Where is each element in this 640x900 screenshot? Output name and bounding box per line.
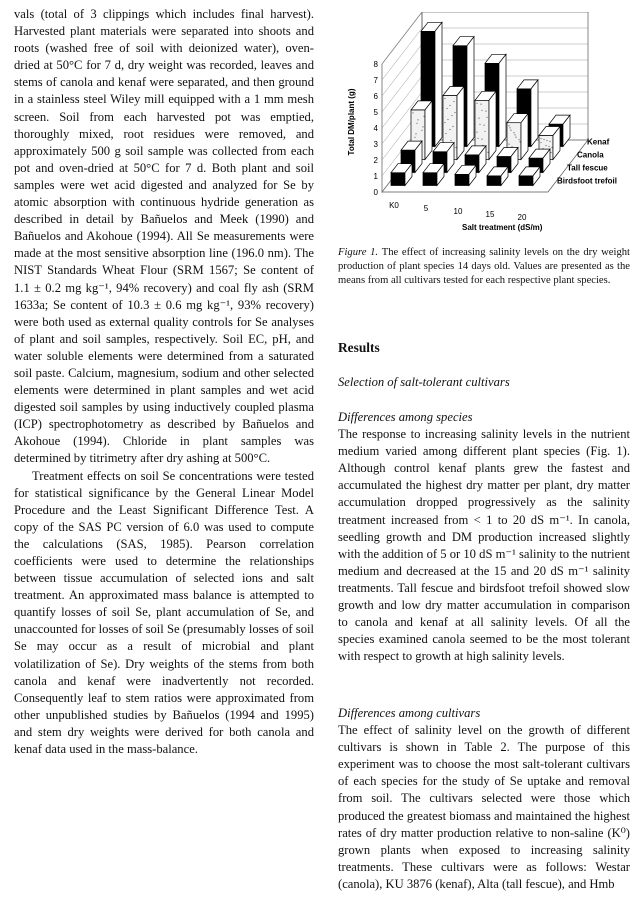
bar-stipple: [486, 117, 487, 118]
bar-stipple: [546, 140, 547, 141]
bar-stipple: [511, 146, 512, 147]
bar-stipple: [449, 105, 450, 106]
series-label: Canola: [577, 150, 604, 160]
bar-front: [487, 176, 501, 186]
bar-stipple: [412, 112, 413, 113]
series-label: Tall fescue: [567, 163, 608, 173]
bar-stipple: [417, 119, 418, 120]
bar-stipple: [415, 133, 416, 134]
x-axis-label: Salt treatment (dS/m): [462, 223, 543, 232]
bar-front: [455, 174, 469, 185]
series-label: Birdsfoot trefoil: [557, 176, 617, 186]
bar-stipple: [515, 137, 516, 138]
bar-stipple: [423, 116, 424, 117]
selection-subheading-block: [338, 374, 630, 391]
x-tick-label: 15: [485, 210, 495, 219]
bar-stipple: [453, 101, 454, 102]
bar-stipple: [484, 131, 485, 132]
bar-stipple: [487, 152, 488, 153]
species-paragraph: The response to increasing salinity levels in the nutrient medium varied among different plant species (Fig. 1). Although control kenaf plants grew the fastest and accumulated the highest dry matter per plant, dry matter accumulation dropped progressively as the salinity treatment increased from < 1 to 20 dS m⁻¹. In canola, seedling growth and DM production increased slightly with the addition of 5 or 10 dS m⁻¹ salinity to the nutrient medium and decreased at the 15 and 20 dS m⁻¹ salinity treatments. Tall fescue and birdsfoot trefoil showed slow growth and low dry matter accumulation in comparison to canola and kenaf at all salinity levels. Of all the species examined canola seemed to be the most tolerant with respect to growth at high salinity levels.: [338, 427, 630, 664]
bar-stipple: [446, 108, 447, 109]
bar-stipple: [480, 104, 481, 105]
bar-stipple: [483, 125, 484, 126]
gridline-side: [382, 28, 422, 80]
bar-stipple: [447, 119, 448, 120]
y-tick-label: 2: [373, 156, 378, 165]
bar-stipple: [540, 138, 541, 139]
bar-stipple: [421, 130, 422, 131]
gridline-side: [382, 44, 422, 96]
x-tick-label: K0: [389, 201, 399, 210]
bar-stipple: [481, 139, 482, 140]
y-tick-label: 7: [373, 76, 378, 85]
bar-stipple: [540, 142, 541, 143]
species-subheading: Differences among species: [338, 410, 473, 424]
y-axis-label: Total DM/plant (g): [347, 88, 356, 156]
bar-stipple: [477, 138, 478, 139]
series-label: Kenaf: [587, 137, 610, 147]
bar-side: [531, 80, 538, 147]
gridline-side: [382, 12, 422, 64]
bar-stipple: [549, 141, 550, 142]
y-tick-label: 8: [373, 60, 378, 69]
bar-stipple: [518, 139, 519, 140]
y-tick-label: 4: [373, 124, 378, 133]
bar-stipple: [510, 130, 511, 131]
bar-stipple: [513, 132, 514, 133]
cultivars-paragraph: The effect of salinity level on the growth of different cultivars is shown in Table 2. The purpose of this experiment was to choose the most salt-tolerant cultivars of each species for the study of Se uptake and removal from soil. The cultivars selected were those which produced the greatest biomass and maintained the highest rates of dry matter production relative to non-saline (K⁰) grown plants when exposed to increasing salinity treatments. These cultivars were as follows: Westar (canola), KU 3876 (kenaf), Alta (tall fescue), and Hmb: [338, 723, 630, 891]
y-tick-label: 5: [373, 108, 378, 117]
bar-stipple: [444, 98, 445, 99]
results-heading: Results: [338, 340, 380, 355]
bar-stipple: [452, 126, 453, 127]
bar-stipple: [444, 122, 445, 123]
bar-stipple: [450, 140, 451, 141]
bar-stipple: [416, 123, 417, 124]
bar-stipple: [478, 118, 479, 119]
bar-stipple: [481, 110, 482, 111]
bar-stipple: [509, 127, 510, 128]
y-tick-label: 6: [373, 92, 378, 101]
bar-stipple: [508, 125, 509, 126]
methods-paragraph: vals (total of 3 clippings which includes final harvest). Harvested plant materials were separated into shoots and roots (washed free of soil with deionized water), oven-dried at 50°C for 7 d, dry weight was recorded, leaves and stems of canola and kenaf were separated, and then ground in a stainless steel Wiley mill equipped with a 1 mm mesh screen. Soil from each harvested pot was emptied, thoroughly mixed, root residues were removed, and approximately 500 g soil sample was collected from each pot and oven-dried at 50°C for 7 d. Both plant and soil samples were wet acid digested and analyzed for Se by atomic absorption with continuous hydride generation as described in detail by Bañuelos and Meek (1990) and Bañuelos and Akohoue (1994). All Se measurements were made at the most sensitive absorption line (196.0 nm). The NIST Standards Wheat Flour (SRM 1567; Se content of 1.1 ± 0.2 mg kg⁻¹, 94% recovery) and coal fly ash (SRM 1633a; Se content of 10.3 ± 0.6 mg kg⁻¹, 93% recovery) were both used as external quality controls for Se analyses of plant and soil samples, respectively. Soil EC, pH, and water soluble elements were determined from a saturated soil paste. Calcium, magnesium, sodium and other selected elements were determined in plant samples and wet acid digested soil samples by using inductively coupled plasma (ICP) spectrophotometry as described by Bañuelos and Akohoue (1994). Chloride in plant samples was determined by titrimetry after dry ashing at 500°C.: [14, 7, 314, 466]
species-section: [338, 409, 630, 665]
bar-stipple: [550, 152, 551, 153]
bar-stipple: [422, 126, 423, 127]
bar-stipple: [445, 133, 446, 134]
y-tick-label: 3: [373, 140, 378, 149]
figure-caption-text: The effect of increasing salinity levels on the dry weight production of plant species 14 days old. Values are presented as the means from all cultivars tested for each respective plant species.: [338, 247, 630, 287]
bar-front: [519, 176, 533, 186]
bar-stipple: [508, 144, 509, 145]
bar-stipple: [551, 147, 552, 148]
y-tick-label: 1: [373, 172, 378, 181]
bar-stipple: [454, 112, 455, 113]
bar-side: [425, 101, 432, 160]
bar-stipple: [479, 124, 480, 125]
cultivars-section: [338, 705, 630, 893]
bar-stipple: [449, 129, 450, 130]
bar-stipple: [455, 147, 456, 148]
cultivars-subheading: Differences among cultivars: [338, 706, 481, 720]
x-tick-label: 5: [423, 204, 429, 213]
bar-side: [457, 87, 464, 160]
figure-1-chart: [338, 12, 630, 240]
bar-stipple: [485, 111, 486, 112]
selection-subheading: Selection of salt-tolerant cultivars: [338, 375, 510, 389]
bar-stipple: [519, 141, 520, 142]
bar-stipple: [543, 139, 544, 140]
statistics-paragraph: Treatment effects on soil Se concentrations were tested for statistical significance by the General Linear Model Procedure and the Least Significant Difference Test. A copy of the SAS PC version of 6.0 was used to compute the calculations (SAS, 1985). Pearson correlation coefficients were used to determine the relationships between tissue accumulation of selected ions and salt treatment. An approximated mass balance is attempted to quantify losses of soil Se, plant accumulation of Se, and unaccounted for losses of soil Se (presumably losses of soil Se may occur as a result of microbial and plant volatilization of Se). Dry weights of the stems from both canola and kenaf were inadvertently not recorded. Consequently leaf to stem ratios were approximated from other unpublished studies by Bañuelos (1994 and 1995) and stem dry weights were derived for both canola and kenaf data used in the mass-balance.: [14, 468, 314, 757]
bar-stipple: [548, 146, 549, 147]
bar-stipple: [414, 137, 415, 138]
x-tick-label: 20: [517, 213, 527, 222]
bar-front: [423, 173, 437, 186]
y-tick-label: 0: [373, 188, 378, 197]
figure-caption-label: Figure 1.: [338, 247, 379, 258]
left-column: [14, 6, 314, 758]
bar-stipple: [514, 134, 515, 135]
bar-side: [467, 37, 474, 147]
bar-stipple: [476, 103, 477, 104]
bar-stipple: [545, 145, 546, 146]
figure-caption: [338, 246, 630, 289]
bar-stipple: [476, 132, 477, 133]
bar-side: [489, 91, 496, 159]
bar-side: [435, 22, 442, 146]
x-tick-label: 10: [453, 207, 463, 216]
bar-front: [391, 173, 405, 186]
bar-side: [499, 54, 506, 146]
bar-stipple: [451, 115, 452, 116]
